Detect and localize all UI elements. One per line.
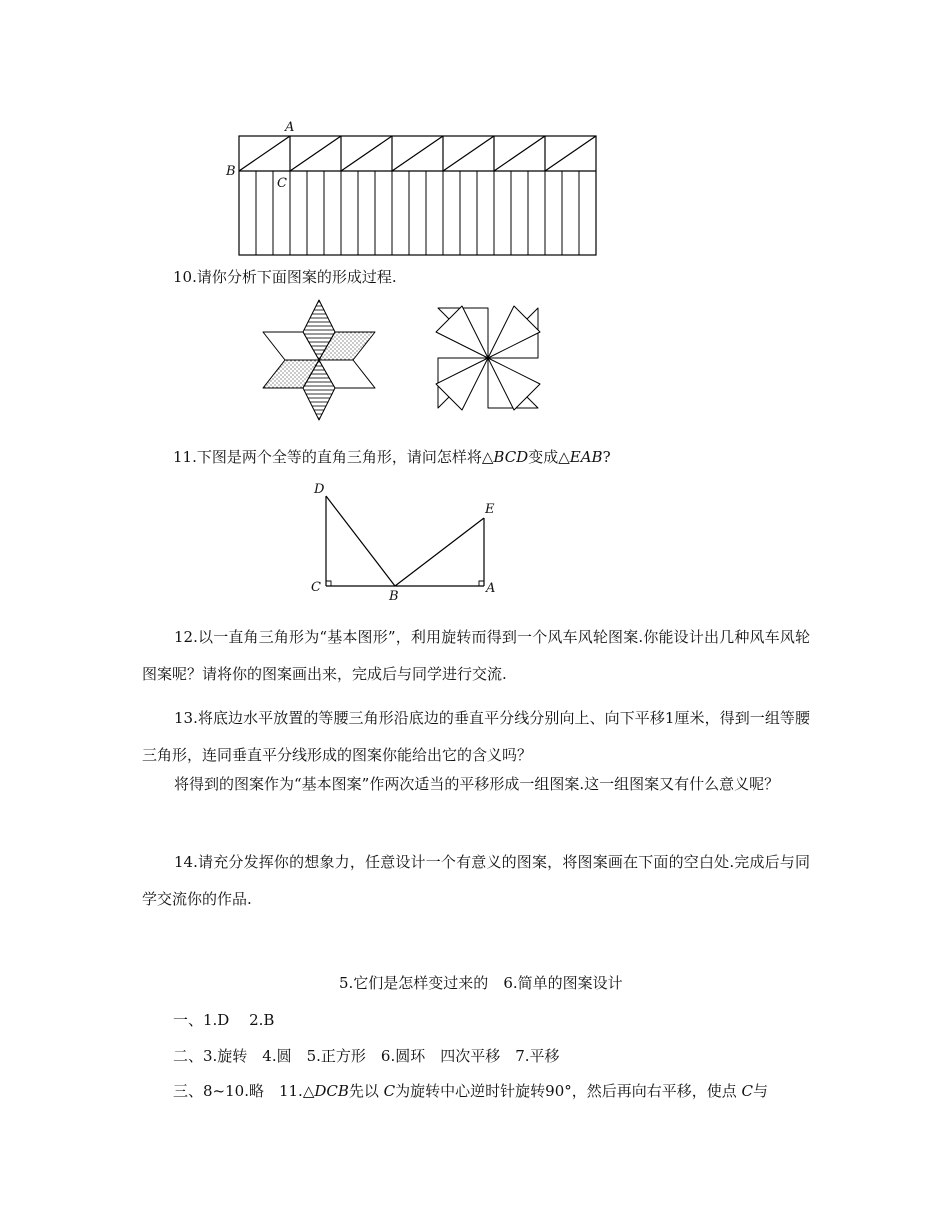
q11-text-after: ?: [602, 448, 611, 466]
question-13-part-1: 13.将底边水平放置的等腰三角形沿底边的垂直平分线分别向上、向下平移1厘米，得到一组等腰三角形，连同垂直平分线形成的图案你能给出它的含义吗？: [142, 709, 810, 764]
answer-line-1: 一、1.D 2.B: [173, 1011, 275, 1029]
strip-cell-diagonal: [443, 136, 494, 171]
question-13-part-2: 将得到的图案作为“基本图案”作两次适当的平移形成一组图案.这一组图案又有什么意义呢？: [174, 775, 780, 793]
right-triangles-figure: [300, 480, 500, 602]
question-14: 14.请充分发挥你的想象力，任意设计一个有意义的图案，将图案画在下面的空白处.完成后与同学交流你的作品.: [142, 853, 810, 908]
answer-3-point-c: C: [383, 1082, 396, 1100]
answer-3-text-1: 三、8~10.略 11.△: [173, 1082, 315, 1100]
figure3-label-E: E: [485, 502, 495, 517]
q11-text-mid: 变成△: [528, 448, 570, 466]
answer-3-text-3: 为旋转中心逆时针旋转90°，然后再向右平移，使点: [395, 1082, 742, 1100]
strip-cell-diagonal: [494, 136, 545, 171]
question-11: [173, 446, 611, 468]
strip-cell-diagonal: [290, 136, 341, 171]
figure3-label-A: A: [486, 581, 496, 596]
pinwheel-figure: [432, 302, 544, 414]
strip-cell-diagonal: [545, 136, 596, 171]
q11-triangle-eab: EAB: [569, 448, 603, 466]
strip-cell-diagonal: [239, 136, 290, 171]
answer-3-point-c-2: C: [741, 1082, 753, 1100]
question-12: 12.以一直角三角形为“基本图形”，利用旋转而得到一个风车风轮图案.你能设计出几种风车风轮图案呢？请将你的图案画出来，完成后与同学进行交流.: [142, 628, 810, 683]
answer-line-3: [173, 1080, 768, 1102]
figure1-label-A: A: [285, 120, 295, 135]
strip-cell-diagonal: [341, 136, 392, 171]
figure3-label-B: B: [389, 589, 399, 604]
answer-line-2: 二、3.旋转 4.圆 5.正方形 6.圆环 四次平移 7.平移: [173, 1047, 560, 1065]
answer-section-title: 5.它们是怎样变过来的 6.简单的图案设计: [339, 974, 623, 992]
answer-3-text-4: 与: [753, 1082, 769, 1100]
figure3-label-D: D: [314, 482, 325, 497]
figure3-label-C: C: [311, 580, 321, 595]
answer-3-triangle-dcb: DCB: [314, 1082, 349, 1100]
figure1-label-B: B: [226, 164, 236, 179]
strip-cell-diagonal: [392, 136, 443, 171]
hexagram-rhombus-figure: [258, 296, 380, 424]
question-10: 10.请你分析下面图案的形成过程.: [173, 268, 397, 286]
q11-triangle-bcd: BCD: [493, 448, 529, 466]
q11-text-before: 11.下图是两个全等的直角三角形，请问怎样将△: [173, 448, 494, 466]
figure1-label-C: C: [277, 176, 287, 191]
answer-3-text-2: 先以: [348, 1082, 384, 1100]
